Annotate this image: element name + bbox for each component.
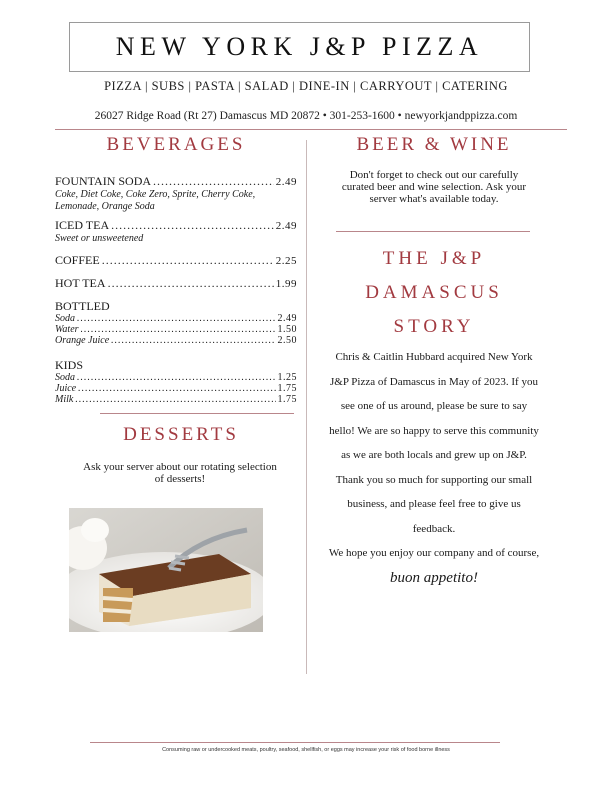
tiramisu-photo	[69, 508, 263, 632]
sub-item-name: Water	[55, 324, 79, 335]
menu-item-coffee	[55, 253, 297, 268]
column-divider	[306, 140, 307, 674]
beverages-menu	[55, 174, 297, 410]
footer-divider	[90, 742, 500, 743]
sub-item-name: Soda	[55, 313, 75, 324]
item-description: Coke, Diet Coke, Coke Zero, Sprite, Cherry Coke, Lemonade, Orange Soda	[55, 189, 256, 212]
item-description: Sweet or unsweetened	[55, 233, 144, 244]
story-heading-line: THE J&P	[382, 248, 486, 269]
item-price: 2.49	[275, 220, 297, 232]
footer-disclaimer: Consuming raw or undercooked meats, poultry, seafood, shellfish, or eggs may increase your risk of food borne illness	[162, 747, 450, 753]
item-price: 1.99	[275, 278, 297, 290]
story-paragraph: Chris & Caitlin Hubbard acquired New York J&P Pizza of Damascus in May of 2023. If you see one of us around, please be sure to say hello! We are so happy to serve this community as we are both locals and grew up on J&P. Thank you so much for supporting our small business, and please feel free to give us feedback.	[329, 351, 539, 535]
sub-item	[55, 383, 297, 394]
restaurant-title: NEW YORK J&P PIZZA	[115, 32, 484, 61]
story-body	[327, 345, 541, 591]
dot-leader	[77, 372, 276, 383]
story-closing	[327, 541, 541, 591]
dot-leader	[153, 174, 274, 188]
item-name: KIDS	[55, 358, 84, 372]
desserts-text: Ask your server about our rotating selection of desserts!	[83, 461, 277, 485]
sub-item-price: 2.49	[277, 313, 297, 324]
sub-item	[55, 324, 297, 335]
dot-leader	[111, 218, 274, 232]
dot-leader	[102, 253, 274, 267]
buon-appetito: buon appetito!	[390, 569, 478, 586]
desserts-heading: DESSERTS	[123, 424, 239, 445]
dot-leader	[111, 335, 275, 346]
item-name: FOUNTAIN SODA	[55, 174, 152, 188]
sub-item-name: Orange Juice	[55, 335, 110, 346]
beer-wine-divider	[336, 231, 530, 232]
menu-group-kids	[55, 358, 297, 405]
beverages-divider	[100, 413, 294, 414]
dot-leader	[78, 383, 275, 394]
sub-item-name: Milk	[55, 394, 74, 405]
story-heading	[320, 242, 548, 344]
item-price: 2.49	[275, 176, 297, 188]
item-name: HOT TEA	[55, 276, 106, 290]
sub-item-price: 2.50	[277, 335, 297, 346]
menu-group-bottled	[55, 299, 297, 346]
item-price: 2.25	[275, 255, 297, 267]
menu-item-hot-tea	[55, 276, 297, 291]
sub-item	[55, 313, 297, 324]
menu-item-iced-tea	[55, 218, 297, 245]
sub-item	[55, 394, 297, 405]
item-name: BOTTLED	[55, 299, 110, 313]
services-line: PIZZA | SUBS | PASTA | SALAD | DINE-IN | CARRYOUT | CATERING	[104, 79, 508, 93]
dot-leader	[77, 313, 276, 324]
sub-item-price: 1.25	[277, 372, 297, 383]
sub-item-price: 1.75	[277, 383, 297, 394]
item-name: ICED TEA	[55, 218, 110, 232]
header-divider	[55, 129, 567, 130]
item-name: COFFEE	[55, 253, 100, 267]
dot-leader	[75, 394, 275, 405]
title-box	[69, 22, 530, 72]
sub-item-price: 1.75	[277, 394, 297, 405]
beverages-heading: BEVERAGES	[106, 134, 246, 155]
sub-item-name: Soda	[55, 372, 75, 383]
menu-item-fountain-soda	[55, 174, 297, 213]
sub-item-price: 1.50	[277, 324, 297, 335]
address-line: 26027 Ridge Road (Rt 27) Damascus MD 20872 • 301-253-1600 • newyorkjandppizza.com	[94, 110, 518, 122]
story-closing-text: We hope you enjoy our company and of course,	[328, 547, 540, 559]
beer-wine-text: Don't forget to check out our carefully curated beer and wine selection. Ask your server what's available today.	[341, 169, 527, 205]
tiramisu-image	[69, 508, 263, 632]
sub-item-name: Juice	[55, 383, 77, 394]
sub-item	[55, 372, 297, 383]
dot-leader	[81, 324, 276, 335]
story-heading-line: DAMASCUS	[365, 282, 503, 303]
story-heading-line: STORY	[393, 316, 475, 337]
sub-item	[55, 335, 297, 346]
dot-leader	[108, 276, 274, 290]
beer-wine-heading: BEER & WINE	[356, 134, 512, 155]
